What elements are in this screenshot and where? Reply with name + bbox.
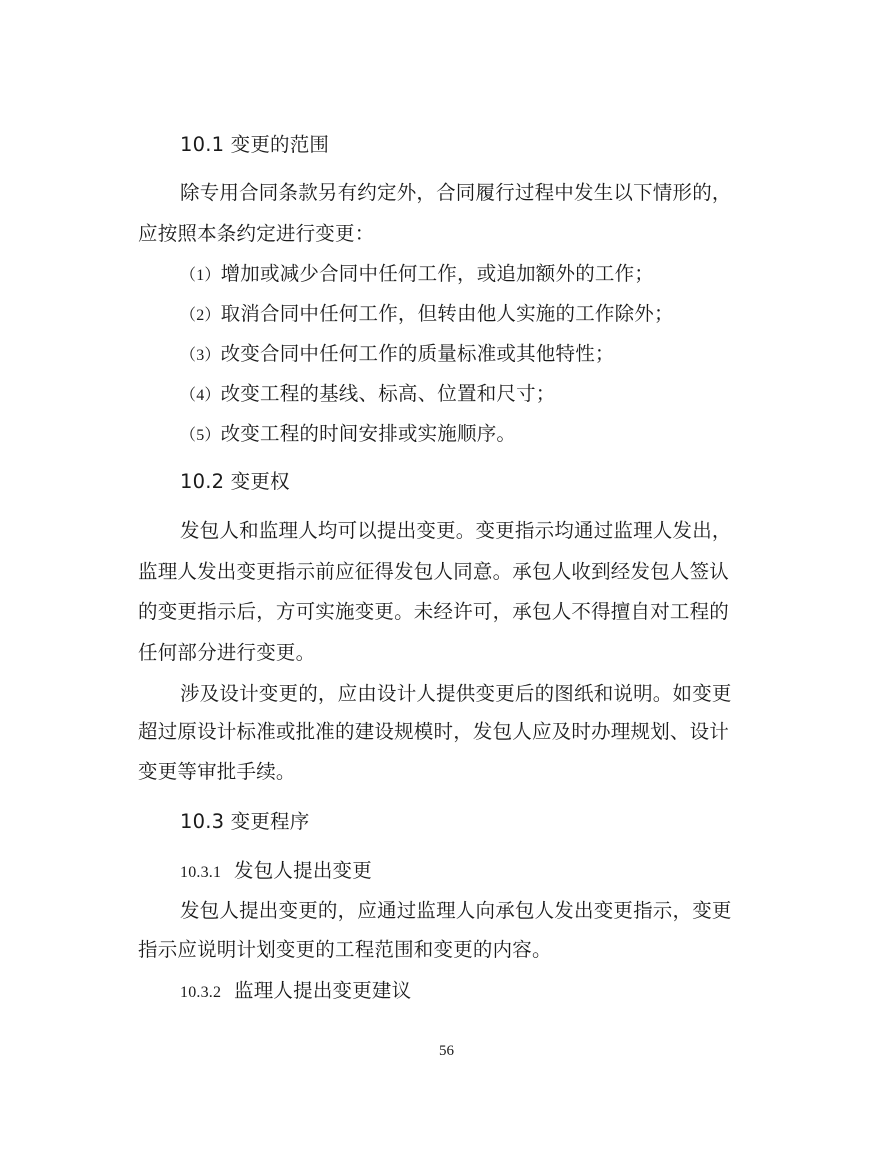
section-heading-10-1: 10.1 变更的范围	[180, 133, 330, 156]
paragraph-line: 应按照本条约定进行变更：	[138, 222, 375, 245]
list-item-number: （4）	[180, 387, 221, 404]
list-item-text: 改变工程的时间安排或实施顺序。	[220, 422, 517, 445]
list-item	[180, 342, 615, 368]
paragraph-line: 涉及设计变更的，应由设计人提供变更后的图纸和说明。如变更	[180, 682, 732, 705]
list-item-number: （1）	[180, 267, 221, 284]
section-heading-10-3: 10.3 变更程序	[180, 810, 310, 833]
list-item	[180, 382, 556, 408]
list-item	[180, 422, 516, 448]
section-heading-10-2: 10.2 变更权	[180, 470, 290, 493]
paragraph-line: 除专用合同条款另有约定外，合同履行过程中发生以下情形的，	[180, 181, 732, 204]
subsection-number: 10.3.1	[180, 864, 222, 881]
list-item-text: 改变合同中任何工作的质量标准或其他特性；	[220, 342, 615, 365]
list-item-number: （3）	[180, 347, 221, 364]
subsection-number: 10.3.2	[180, 984, 222, 1001]
paragraph-line: 变更等审批手续。	[138, 760, 296, 783]
paragraph-line: 任何部分进行变更。	[138, 641, 316, 664]
list-item-text: 取消合同中任何工作，但转由他人实施的工作除外；	[220, 302, 674, 325]
subsection-heading-10-3-1	[180, 859, 372, 885]
paragraph-line: 发包人和监理人均可以提出变更。变更指示均通过监理人发出，	[180, 519, 732, 542]
list-item-text: 改变工程的基线、标高、位置和尺寸；	[220, 382, 556, 405]
paragraph-line: 超过原设计标准或批准的建设规模时，发包人应及时办理规划、设计	[138, 720, 730, 743]
list-item-number: （2）	[180, 307, 221, 324]
paragraph-line: 指示应说明计划变更的工程范围和变更的内容。	[138, 938, 552, 961]
subsection-heading-10-3-2	[180, 979, 411, 1005]
list-item-number: （5）	[180, 427, 221, 444]
paragraph-line: 发包人提出变更的，应通过监理人向承包人发出变更指示，变更	[180, 899, 732, 922]
list-item	[180, 262, 654, 288]
subsection-title: 监理人提出变更建议	[234, 979, 412, 1002]
list-item-text: 增加或减少合同中任何工作，或追加额外的工作；	[220, 262, 655, 285]
paragraph-line: 的变更指示后，方可实施变更。未经许可，承包人不得擅自对工程的	[138, 600, 730, 623]
subsection-title: 发包人提出变更	[234, 859, 372, 882]
paragraph-line: 监理人发出变更指示前应征得发包人同意。承包人收到经发包人签认	[138, 560, 730, 583]
page-number: 56	[439, 1043, 454, 1059]
list-item	[180, 302, 674, 328]
